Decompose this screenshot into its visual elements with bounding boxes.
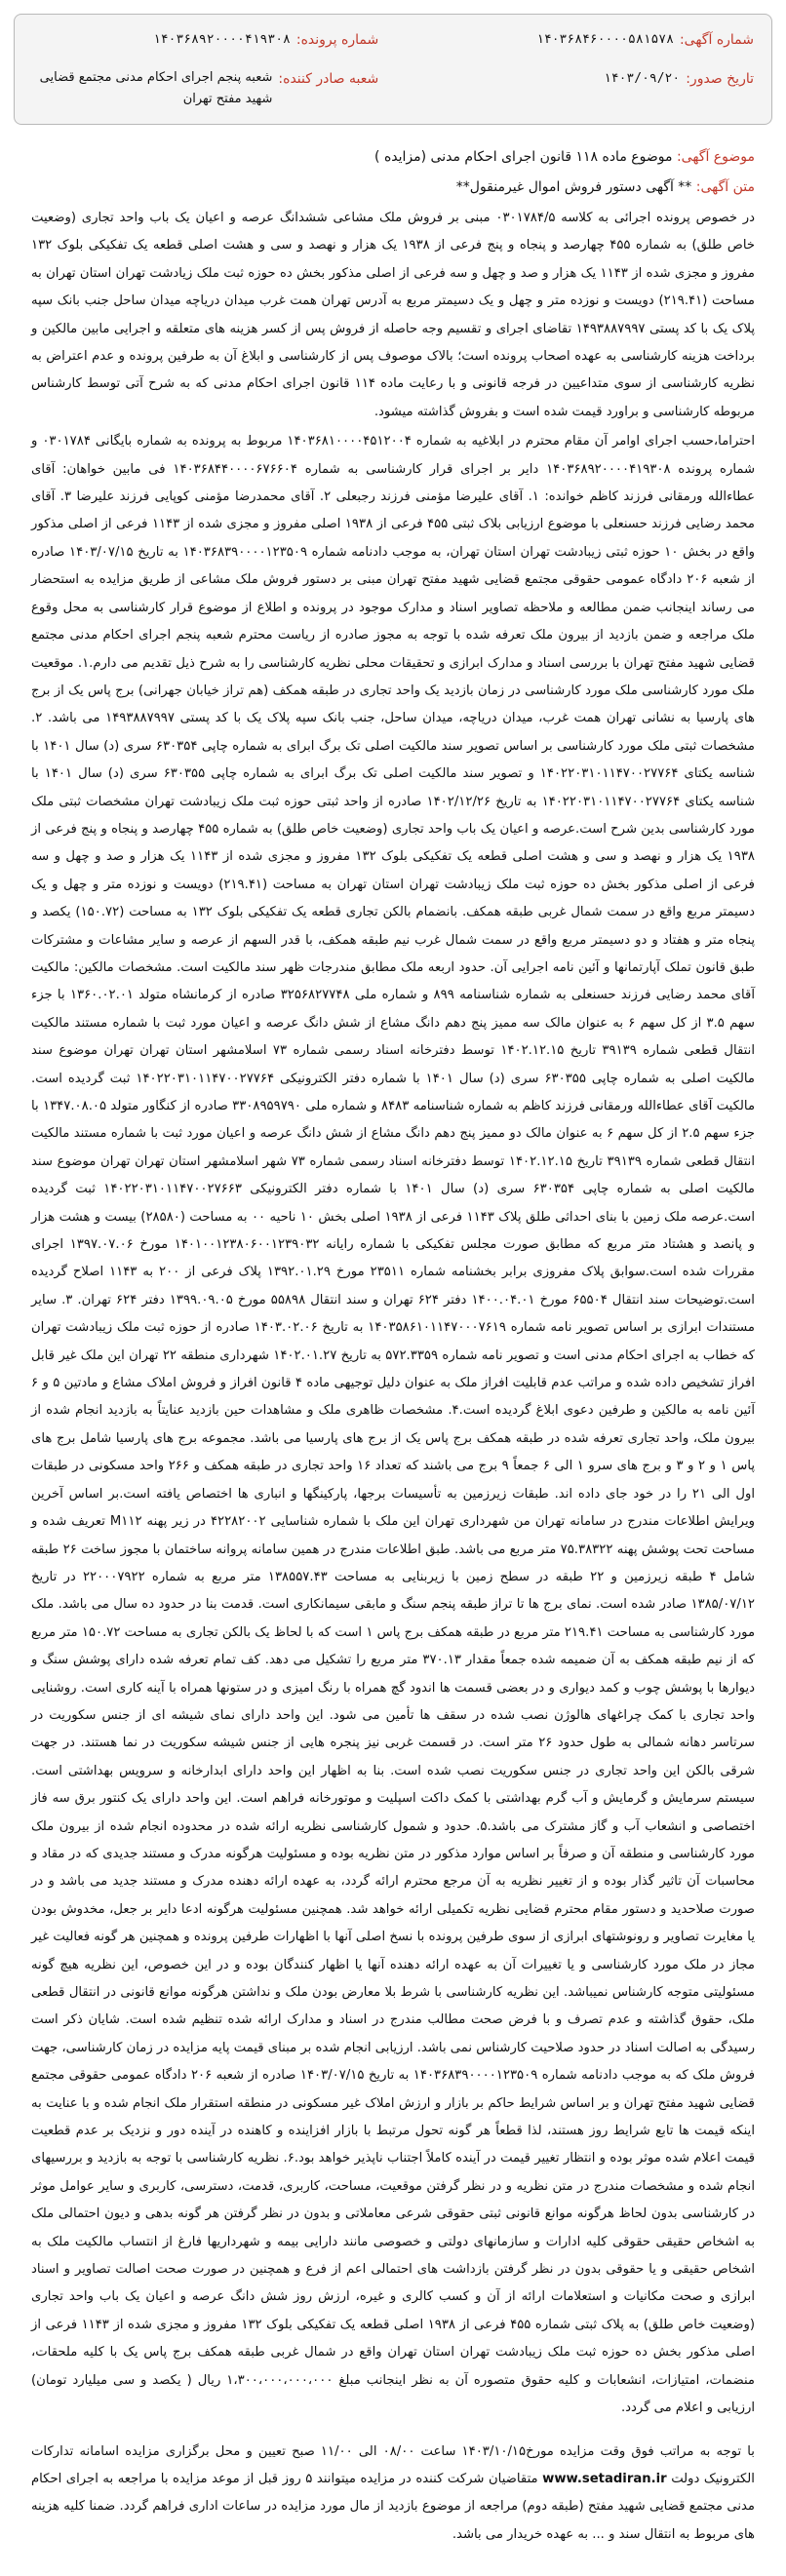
notice-text-label: متن آگهی:: [695, 179, 755, 195]
header-row-2: [32, 67, 754, 110]
auction-footer: [14, 2425, 772, 2550]
notice-text-heading: [14, 172, 772, 199]
notice-number-label: شماره آگهی:: [679, 32, 754, 48]
notice-number: [408, 28, 754, 52]
case-number-value: ۱۴۰۳۶۸۹۲۰۰۰۰۴۱۹۳۰۸: [152, 32, 291, 47]
footer-text-after-site: متقاضیان شرکت کننده در مزایده میتوانند ۵ روز قبل از موعد مزایده با مراجعه به اجرای احکام مدنی مجتمع قضایی شهید مفتح (طبقه دوم) مراجعه از موضوع بازدید از مال مورد مزایده در ساعات اداری فراهم گردد. ضمنا کلیه هزینه های مربوط به انتقال سند و ... به عهده خریدار می باشد.: [31, 2471, 755, 2542]
issue-date-value: ۱۴۰۳/۰۹/۲۰: [603, 71, 681, 86]
notice-body: [14, 199, 772, 2423]
notice-number-value: ۱۴۰۳۶۸۴۶۰۰۰۰۵۸۱۵۷۸: [536, 32, 674, 47]
subject-value: موضوع ماده ۱۱۸ قانون اجرای احکام مدنی (مزایده ): [374, 149, 673, 165]
setadiran-link[interactable]: www.setadiran.ir: [542, 2471, 667, 2486]
notice-text-title: ** آگهی دستور فروش اموال غیرمنقول**: [455, 179, 692, 195]
case-number: [32, 28, 378, 52]
issuing-branch: [32, 67, 378, 110]
issuing-branch-label: شعبه صادر کننده:: [278, 71, 379, 87]
issuing-branch-value: شعبه پنجم اجرای احکام مدنی مجتمع قضایی شهید مفتح تهران: [39, 70, 273, 106]
case-number-label: شماره پرونده:: [295, 32, 379, 48]
header-row-1: [32, 28, 754, 52]
footer-text-before-site: با توجه به مراتب فوق وقت مزایده مورخ۱۴۰۳/۱۰/۱۵ ساعت ۰۸/۰۰ الی ۱۱/۰۰ صبح تعیین و محل برگزاری مزایده اسامانه تدارکات الکترونیک دولت: [31, 2443, 755, 2486]
body-paragraph-2: احتراما،حسب اجرای اوامر آن مقام محترم در ابلاغیه به شماره ۱۴۰۳۶۸۱۰۰۰۰۴۵۱۲۰۰۴ مربوط به پرونده به شماره بایگانی ۰۳۰۱۷۸۴ و شماره پرونده ۱۴۰۳۶۸۹۲۰۰۰۰۴۱۹۳۰۸ دایر بر اجرای قرار کارشناسی به شماره ۱۴۰۳۶۸۴۴۰۰۰۰۶۷۶۶۰۴ فی مابین خواهان: آقای عطاءالله ورمقانی فرزند کاظم خوانده: ۱. آقای علیرضا مؤمنی فرزند رجبعلی ۲. آقای محمدرضا مؤمنی کوپایی فرزند علیرضا ۳. آقای محمد رضایی فرزند حسنعلی با موضوع ارزیابی بلاک ثبتی ۴۵۵ فرعی از ۱۹۳۸ اصلی مفروز و مجزی شده از ۱۱۴۳ فرعی از اصلی مذکور واقع در بخش ۱۰ حوزه ثبتی زیبادشت تهران استان تهران، به موجب دادنامه شماره ۱۴۰۳۶۸۳۹۰۰۰۰۱۲۳۵۰۹ به تاریخ ۱۴۰۳/۰۷/۱۵ صادره از شعبه ۲۰۶ دادگاه عمومی حقوقی مجتمع قضایی شهید مفتح تهران مبنی بر دستور فروش ملک مشاعی از طریق مزایده به استحضار می رساند اینجانب ضمن مطالعه و ملاحظه تصاویر اسناد و مدارک موجود در پرونده و اطلاع از موضوع قرار کارشناسی به محل وقوع ملک مراجعه و ضمن بازدید از بیرون ملک تعرفه شده با توجه به مجوز صادره از ریاست محترم شعبه پنجم اجرای احکام مدنی مجتمع قضایی شهید مفتح تهران با بررسی اسناد و مدارک ابرازی و تحقیقات محلی نظریه کارشناسی را به شرح ذیل تقدیم می دارم.۱. موقعیت ملک مورد کارشناسی ملک مورد کارشناسی در زمان بازدید یک واحد تجاری در طبقه همکف (هم تراز خیابان جهرانی) برج پاس یک از برج های پارسیا به نشانی تهران همت غرب، میدان دریاچه، میدان ساحل، جنب بانک سپه پلاک یک با کد پستی ۱۴۹۳۸۸۷۹۹۷ می باشد. ۲. مشخصات ثبتی ملک مورد کارشناسی بر اساس تصویر سند مالکیت اصلی تک برگ ابرای به شماره چاپی ۶۳۰۳۵۴ سری (د) سال ۱۴۰۱ با شناسه یکتای ۱۴۰۲۲۰۳۱۰۱۱۴۷۰۰۲۷۷۶۴ و تصویر سند مالکیت اصلی تک برگ ابرای به شماره چاپی ۶۳۰۳۵۵ سری (د) سال ۱۴۰۱ با شناسه یکتای ۱۴۰۲۲۰۳۱۰۱۱۴۷۰۰۲۷۷۶۴ به تاریخ ۱۴۰۲/۱۲/۲۶ صادره از واحد ثبتی حوزه ثبت ملک زیبادشت تهران مشخصات ثبتی ملک مورد کارشناسی بدین شرح است.عرصه و اعیان یک باب واحد تجاری (وضعیت خاص طلق) به شماره ۴۵۵ چهارصد و پنجاه و پنج فرعی از ۱۹۳۸ یک هزار و نهصد و سی و هشت اصلی قطعه یک تفکیکی بلوک ۱۳۲ مفروز و مجزی شده از ۱۱۴۳ یک هزار و صد و چهل و سه فرعی از اصلی مذکور بخش ده حوزه ثبت ملک زیبادشت تهران استان تهران به مساحت (۲۱۹.۴۱) دویست و نوزده متر و چهل و یک دسیمتر مربع واقع در سمت شمال غربی طبقه همکف. بانضمام بالکن تجاری قطعه یک تفکیکی بلوک ۱۳۲ به مساحت (۱۵۰.۷۲) یکصد و پنجاه متر و هفتاد و دو دسیمتر مربع واقع در سمت شمال غرب نیم طبقه همکف، با قدر السهم از عرصه و سایر مشاعات و مشترکات طبق قانون تملک آپارتمانها و آئین نامه اجرایی آن. حدود اربعه ملک مطابق مندرجات ظهر سند مالکیت است. مشخصات مالکین: مالکیت آقای محمد رضایی فرزند حسنعلی به شماره شناسنامه ۸۹۹ و شماره ملی ۳۲۵۶۸۲۷۷۴۸ صادره از کرمانشاه متولد ۱۳۶۰.۰۲.۰۱ با جزء سهم ۳.۵ از کل سهم ۶ به عنوان مالک سه ممیز پنج دهم دانگ مشاع از شش دانگ عرصه و اعیان مورد ثبت با شماره مستند مالکیت انتقال قطعی شماره ۳۹۱۳۹ تاریخ ۱۴۰۲.۱۲.۱۵ توسط دفترخانه اسناد رسمی شماره ۷۳ اسلامشهر استان تهران تهران موضوع سند مالکیت اصلی به شماره چاپی ۶۳۰۳۵۵ سری (د) سال ۱۴۰۱ با شماره دفتر الکترونیکی ۱۴۰۲۲۰۳۱۰۱۱۴۷۰۰۲۷۷۶۴ ثبت گردیده است. مالکیت آقای عطاءالله ورمقانی فرزند کاظم به شماره شناسنامه ۸۴۸۳ و شماره ملی ۳۳۰۸۹۵۹۷۹۰ صادره از کنگاور متولد ۱۳۴۷.۰۸.۰۵ با جزء سهم ۲.۵ از کل سهم ۶ به عنوان مالک دو ممیز پنج دهم دانگ مشاع از شش دانگ عرصه و اعیان مورد ثبت با شماره مستند مالکیت انتقال قطعی شماره ۳۹۱۳۹ تاریخ ۱۴۰۲.۱۲.۱۵ توسط دفترخانه اسناد رسمی شماره ۷۳ شهر اسلامشهر استان تهران تهران موضوع سند مالکیت اصلی به شماره چاپی ۶۳۰۳۵۴ سری (د) سال ۱۴۰۱ با شماره دفتر الکترونیکی ۱۴۰۲۲۰۳۱۰۱۱۴۷۰۰۲۷۶۶۳ ثبت گردیده است.عرصه ملک زمین با بنای احداثی طلق پلاک ۱۱۴۳ فرعی از ۱۹۳۸ اصلی بخش ۱۰ ناحیه ۰۰ به مساحت (۲۸۵۸۰) بیست و هشت هزار و پانصد و هشتاد متر مربع که مطابق صورت مجلس تفکیکی با شماره رایانه ۱۴۰۱۰۰۱۲۳۸۰۶۰۰۱۲۳۹۰۳۲ مورخ ۱۳۹۷.۰۷.۰۶ اجرای مقررات شده است.سوابق پلاک مفروزی برابر بخشنامه شماره ۲۳۵۱۱ مورخ ۱۳۹۲.۰۱.۲۹ پلاک فرعی از ۲۰۰ به ۱۱۴۳ اصلاح گردیده است.توضیحات سند انتقال ۶۵۵۰۴ مورخ ۱۴۰۰.۰۴.۰۱ دفتر ۶۲۴ تهران و سند انتقال ۵۵۸۹۸ مورخ ۱۳۹۹.۰۹.۰۵ دفتر ۶۲۴ تهران. ۳. سایر مستندات ابرازی بر اساس تصویر نامه شماره ۱۴۰۳۵۸۶۱۰۱۱۴۷۰۰۰۷۶۱۹ به تاریخ ۱۴۰۳.۰۲.۰۶ صادره از حوزه ثبت ملک زیبادشت تهران که خطاب به اجرای احکام مدنی است و تصویر نامه شماره ۵۷۲.۳۳۵۹ به تاریخ ۱۴۰۲.۰۱.۲۷ شهرداری منطقه ۲۲ تهران این ملک غیر قابل افراز تشخیص داده شده و مراتب عدم قابلیت افراز ملک به عنوان دلیل توجیهی ماده ۴ قانون افراز و فروش املاک مشاع و مادتین ۵ و ۶ آئین نامه به مالکین و طرفین دعوی ابلاغ گردیده است.۴. مشخصات ظاهری ملک و مشاهدات حین بازدید عنایتاً به بازدید انجام شده از بیرون ملک، واحد تجاری تعرفه شده در طبقه همکف برج پاس یک از برج های پارسیا می باشد. مجموعه برج های پارسیا شامل برج های پاس ۱ و ۲ و ۳ و برج های سرو ۱ الی ۶ جمعاً ۹ برج می باشند که تعداد ۱۶ واحد تجاری در طبقه همکف و ۲۶۶ واحد مسکونی در طبقات اول الی ۲۱ را در خود جای داده اند. طبقات زیرزمین به تأسیسات برجها، پارکینگها و انباری ها اختصاص یافته است.بر اساس آخرین ویرایش اطلاعات مندرج در سامانه تهران من شهرداری تهران این ملک با شماره شناسایی ۴۲۲۸۲۰۰۲ در زیر پهنه M۱۱۲ تعریف شده و مساحت تحت پوشش پهنه ۷۵.۳۸۳۲۲ متر مربع می باشد. طبق اطلاعات مندرج در همین سامانه پروانه ساختمان با مجوز ساخت ۲۶ طبقه شامل ۴ طبقه زیرزمین و ۲۲ طبقه در سطح زمین با زیربنایی به مساحت ۱۳۸۵۵۷.۴۳ متر مربع به شماره ۲۲۰۰۰۷۹۲۲ در تاریخ ۱۳۸۵/۰۷/۱۲ صادر شده است. نمای برج ها تا تراز طبقه پنجم سنگ و مابقی سیمانکاری است. قدمت بنا در حدود ده سال می باشد. ملک مورد کارشناسی به مساحت ۲۱۹.۴۱ متر مربع در طبقه همکف برج پاس ۱ است که با لحاظ یک بالکن تجاری به مساحت ۱۵۰.۷۲ متر مربع که از نیم طبقه همکف به آن ضمیمه شده جمعاً مقدار ۳۷۰.۱۳ متر مربع را تشکیل می دهد. کف تمام تعرفه شده دارای پوشش سنگ و دیوارها با پوشش چوب و کمد دیواری و در بعضی قسمت ها اندود گچ همراه با رنگ امیزی و در ستونها همراه با آینه کاری است. روشنایی واحد تجاری با کمک چراغهای هالوژن نصب شده در سقف ها تأمین می شود. این واحد دارای نمای شیشه ای از جنس سکوریت در سرتاسر دهانه شمالی به طول حدود ۲۶ متر است. در قسمت غربی نیز پنجره هایی از جنس شیشه سکوریت در نما هستند. در جهت شرقی بالکن این واحد تجاری در جنس سکوریت نصب شده است. بنا به اظهار این واحد دارای ابدارخانه و سرویس بهداشتی است. سیستم سرمایش و گرمایش و آب گرم بهداشتی با کمک داکت اسپلیت و موتورخانه فراهم است. این واحد دارای یک کنتور برق سه فاز اختصاصی و انشعاب آب و گاز مشترک می باشد.۵. حدود و شمول کارشناسی نظریه ارائه شده در محدوده انجام شده از بیرون ملک مورد کارشناسی و منطقه آن و صرفاً بر اساس موارد مذکور در متن نظریه بوده و مسئولیت هرگونه مدرک و مستند جدیدی که در مقاد و محاسبات آن تاثیر گذار بوده و از تغییر نظریه به آن مرجع محترم ارائه گردد، به عهده ارائه دهنده مدرک و مستند جدید می باشد و در صورت صلاحدید و دستور مقام محترم قضایی نظریه تکمیلی ارائه خواهد شد. همچنین مسئولیت هرگونه ادعا دایر بر جعل، مخدوش بودن یا مغایرت تصاویر و رونوشتهای ابرازی از سوی طرفین پرونده با نسخ اصلی آنها با اظهارات طرفین پرونده و همچنین هر گونه فعالیت غیر مجاز در ملک مورد کارشناسی و یا تغییرات آن به عهده ارائه دهنده آنها یا اظهار کنندگان بوده و در این خصوص، این نظریه هیچ گونه مسئولیتی متوجه کارشناس نمیباشد. این نظریه کارشناسی با شرط بلا معارض بودن ملک و نداشتن هرگونه موانع قانونی در انتقال قطعی ملک، حقوق گذاشته و عدم تصرف و با فرض صحت مطالب مندرج در اسناد و مدارک ارائه شده تنظیم شده است. شایان ذکر است رسیدگی به اصالت اسناد در حدود صلاحیت کارشناس نمی باشد. ارزیابی انجام شده بر مبنای قیمت پایه مزایده در زمان کارشناسی، جهت فروش ملک که به موجب دادنامه شماره ۱۴۰۳۶۸۳۹۰۰۰۰۱۲۳۵۰۹ به تاریخ ۱۴۰۳/۰۷/۱۵ صادره از شعبه ۲۰۶ دادگاه عمومی حقوقی مجتمع قضایی شهید مفتح تهران و بر اساس شرایط حاکم بر بازار و ارزش املاک غیر مسکونی در منطقه استقرار ملک انجام شده و با عنایت به اینکه قیمت ها تابع شرایط روز هستند، لذا قطعاً هر گونه تحول مرتبط با بازار افزاینده و کاهنده در آینده دور و نزدیک بر عدم قطعیت قیمت اعلام شده موثر بوده و انتظار تغییر قیمت در آینده کاملاً اجتناب ناپذیر خواهد بود.۶. نظریه کارشناسی با توجه به بازدید و بررسیهای انجام شده و مشخصات مندرج در متن نظریه و در نظر گرفتن موقعیت، مساحت، کاربری، قدمت، دسترسی، کاربری و سایر عوامل موثر در کارشناسی بدون لحاظ هرگونه موانع قانونی ثبتی حقوقی شرعی معاملاتی و بدون در نظر گرفتن هر گونه بدهی و دیون احتمالی ملک به اشخاص حقیقی حقوقی کلیه ادارات و سازمانهای دولتی و خصوصی مانند دارایی بیمه و شهرداریها فارغ از انتساب مالکیت ملک به اشخاص حقیقی و یا حقوقی بدون در نظر گرفتن بازداشت های احتمالی اعم از فرع و همچنین در صورت صحت اصالت تصاویر و اسناد ابرازی و صحت مکانیات و استعلامات ارائه از آن و کسب کالری و غیره، ارزش روز شش دانگ عرصه و اعیان یک باب واحد تجاری (وضعیت خاص طلق) به پلاک ثبتی شماره ۴۵۵ فرعی از ۱۹۳۸ اصلی قطعه یک تفکیکی بلوک ۱۳۲ مفروز و مجزی شده از ۱۱۴۳ فرعی از اصلی مذکور بخش ده حوزه ثبت ملک زیبادشت تهران استان تهران واقع در شمال غربی طبقه همکف برج پاس یک با کلیه ملحقات، منضمات، امتیازات، انشعابات و کلیه حقوق متصوره آن به نظر اینجانب مبلغ ۱،۳۰۰،۰۰۰،۰۰۰،۰۰۰ ریال ( یکصد و سی میلیارد تومان) ارزیابی و اعلام می گردد.: [31, 434, 756, 2416]
body-paragraph-1: در خصوص پرونده اجرائی به کلاسه ۰۳۰۱۷۸۴/۵ مبنی بر فروش ملک مشاعی ششدانگ عرصه و اعیان یک باب واحد تجاری (وضعیت خاص طلق) به شماره ۴۵۵ چهارصد و پنجاه و پنج فرعی از ۱۹۳۸ یک هزار و نهصد و سی و هشت اصلی قطعه یک تفکیکی بلوک ۱۳۲ مفروز و مجزی شده از ۱۱۴۳ یک هزار و صد و چهل و سه فرعی از اصلی مذکور بخش ده حوزه ثبت ملک زیادشت تهران استان تهران به مساحت (۲۱۹.۴۱) دویست و نوزده متر و چهل و یک دسیمتر مربع به آدرس تهران همت غرب میدان دریاچه میدان ساحل جنب بانک سپه پلاک یک با کد پستی ۱۴۹۳۸۸۷۹۹۷ تقاضای اجرای و تقسیم وجه حاصله از فروش پس از کسر هزینه های متعلقه و اجرایی مابین مالکین و برداخت هزینه کارشناسی به عهده اصحاب پرونده است؛ بالاک موصوف پس از کارشناسی و ابلاغ آن به طرفین پرونده و عدم اعتراض به نظریه کارشناسی از سوی متداعیین در فرجه قانونی و با رعایت ماده ۱۱۴ قانون اجرای احکام مدنی که به شرح آتی توسط کارشناس مربوطه کارشناسی و براورد قیمت شده است و بفروش گذاشته میشود.: [31, 211, 755, 419]
notice-header: [14, 14, 772, 125]
issue-date: [408, 67, 754, 110]
notice-subject: [14, 135, 772, 172]
subject-label: موضوع آگهی:: [676, 149, 755, 165]
issue-date-label: تاریخ صدور:: [686, 71, 754, 87]
